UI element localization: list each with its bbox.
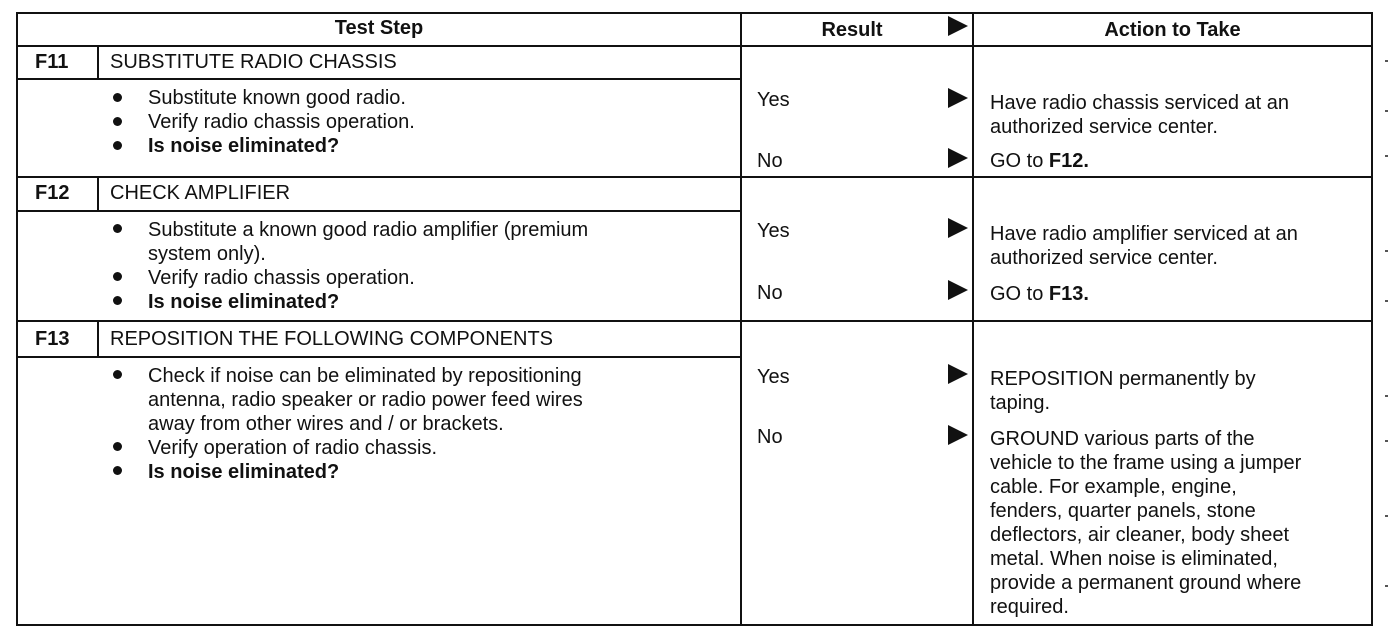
header-test-step: Test Step <box>334 17 424 39</box>
bullet-icon <box>113 296 122 305</box>
action-column-divider <box>972 12 974 626</box>
f13-bullet-2: Verify operation of radio chassis. <box>148 437 438 459</box>
f11-result-no: No <box>757 150 783 172</box>
f13-bullet-1-cont-2: away from other wires and / or brackets. <box>148 413 504 435</box>
f13-bullet-3: Is noise eliminated? <box>148 461 340 483</box>
scan-edge-mark <box>1385 155 1388 157</box>
f13-result-no: No <box>757 426 783 448</box>
f11-yes-action-line-1: Have radio chassis serviced at an <box>990 92 1290 114</box>
result-column-divider <box>740 12 742 626</box>
bullet-icon <box>113 442 122 451</box>
f13-no-action-line-8: required. <box>990 596 1069 618</box>
header-action: Action to Take <box>1104 19 1241 41</box>
result-arrow-icon <box>948 148 968 168</box>
f11-no-action-ref: F12 <box>1048 150 1084 172</box>
f11-yes-action-line-2: authorized service center. <box>990 116 1218 138</box>
f12-no-action-suffix: . <box>1083 283 1089 305</box>
scan-edge-mark <box>1385 250 1388 252</box>
f11-bullet-1: Substitute known good radio. <box>148 87 406 109</box>
f13-bullet-1-cont-1: antenna, radio speaker or radio power feed wires <box>148 389 583 411</box>
f13-no-action-line-2: vehicle to the frame using a jumper <box>990 452 1302 474</box>
bullet-icon <box>113 370 122 379</box>
row-separator-f12 <box>16 176 1373 178</box>
header-result: Result <box>821 19 883 41</box>
bullet-icon <box>113 93 122 102</box>
f11-title-bottom <box>16 78 740 80</box>
f11-result-yes: Yes <box>757 89 790 111</box>
f12-step-title: CHECK AMPLIFIER <box>110 182 291 204</box>
f13-yes-action-line-1: REPOSITION permanently by <box>990 368 1256 390</box>
f11-bullet-2: Verify radio chassis operation. <box>148 111 415 133</box>
table-left-border <box>16 12 18 626</box>
result-arrow-icon <box>948 218 968 238</box>
f12-bullet-1-cont: system only). <box>148 243 266 265</box>
f12-step-id: F12 <box>35 182 70 204</box>
result-arrow-icon <box>948 280 968 300</box>
f12-result-yes: Yes <box>757 220 790 242</box>
f13-step-title: REPOSITION THE FOLLOWING COMPONENTS <box>110 328 554 350</box>
row-separator-f13 <box>16 320 1373 322</box>
table-top-border <box>16 12 1373 14</box>
f13-no-action-line-5: deflectors, air cleaner, body sheet <box>990 524 1290 546</box>
f12-yes-action-line-2: authorized service center. <box>990 247 1218 269</box>
f11-bullet-3: Is noise eliminated? <box>148 135 340 157</box>
header-arrow-icon <box>948 16 968 36</box>
f12-bullet-3: Is noise eliminated? <box>148 291 340 313</box>
bullet-icon <box>113 224 122 233</box>
table-bottom-border <box>16 624 1373 626</box>
scan-edge-mark <box>1385 395 1388 397</box>
result-arrow-icon <box>948 364 968 384</box>
bullet-icon <box>113 117 122 126</box>
f11-step-id: F11 <box>35 51 69 73</box>
f12-yes-action-line-1: Have radio amplifier serviced at an <box>990 223 1298 245</box>
f13-title-bottom <box>16 356 740 358</box>
f11-no-action-prefix: GO to <box>990 150 1049 172</box>
scan-edge-mark <box>1385 585 1388 587</box>
bullet-icon <box>113 272 122 281</box>
bullet-icon <box>113 141 122 150</box>
result-arrow-icon <box>948 88 968 108</box>
f12-bullet-1: Substitute a known good radio amplifier (premium <box>148 219 589 241</box>
f13-result-yes: Yes <box>757 366 790 388</box>
f12-bullet-2: Verify radio chassis operation. <box>148 267 415 289</box>
f12-no-action-ref: F13 <box>1048 283 1084 305</box>
scan-edge-mark <box>1385 110 1388 112</box>
scan-edge-mark <box>1385 300 1388 302</box>
f13-yes-action-line-2: taping. <box>990 392 1051 414</box>
f13-no-action-line-1: GROUND various parts of the <box>990 428 1255 450</box>
f13-step-id: F13 <box>35 328 70 350</box>
result-arrow-icon <box>948 425 968 445</box>
f12-result-no: No <box>757 282 783 304</box>
bullet-icon <box>113 466 122 475</box>
f13-no-action-line-6: metal. When noise is eliminated, <box>990 548 1278 570</box>
f11-id-divider <box>97 45 99 79</box>
f12-id-divider <box>97 176 99 212</box>
scan-edge-mark <box>1385 60 1388 62</box>
f12-no-action <box>990 282 1089 306</box>
f12-no-action-prefix: GO to <box>990 283 1049 305</box>
f13-no-action-line-4: fenders, quarter panels, stone <box>990 500 1256 522</box>
table-right-border <box>1371 12 1373 626</box>
f13-id-divider <box>97 320 99 358</box>
header-bottom-border <box>16 45 1373 47</box>
f13-no-action-line-3: cable. For example, engine, <box>990 476 1237 498</box>
f11-no-action-suffix: . <box>1083 150 1089 172</box>
f13-no-action-line-7: provide a permanent ground where <box>990 572 1302 594</box>
f12-title-bottom <box>16 210 740 212</box>
scan-edge-mark <box>1385 440 1388 442</box>
scan-edge-mark <box>1385 515 1388 517</box>
f11-no-action <box>990 149 1089 173</box>
f13-bullet-1: Check if noise can be eliminated by repositioning <box>148 365 582 387</box>
f11-step-title: SUBSTITUTE RADIO CHASSIS <box>110 51 397 73</box>
